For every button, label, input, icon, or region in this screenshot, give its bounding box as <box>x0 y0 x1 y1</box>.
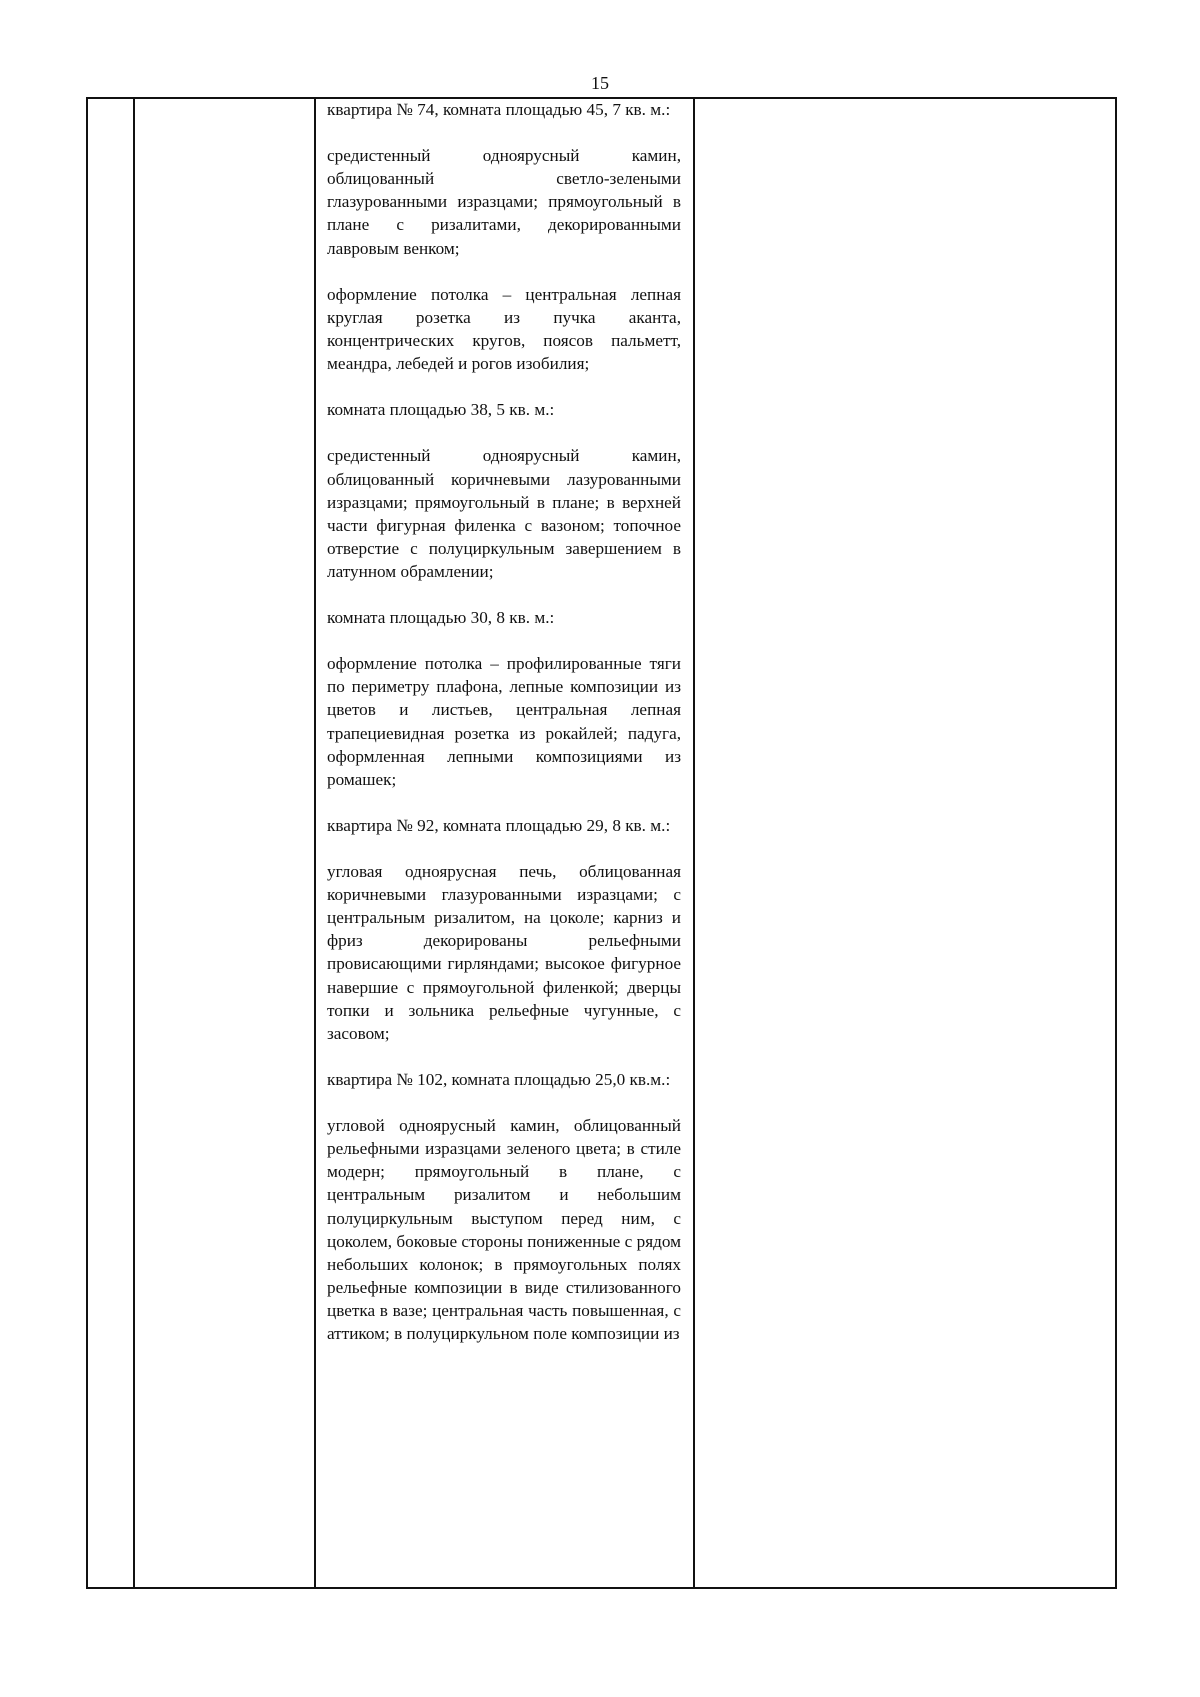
paragraph: средистенный одноярусный камин, облицованный светло-зелеными глазурованными изразцами; прямоугольный в плане с ризалитами, декорированными лавровым венком; <box>327 146 681 258</box>
paragraph: оформление потолка – профилированные тяги по периметру плафона, лепные композиции из цветов и листьев, центральная лепная трапециевидная розетка из рокайлей; падуга, оформленная лепными композициями из ромашек; <box>327 654 681 789</box>
paragraph: комната площадью 30, 8 кв. м.: <box>327 608 555 628</box>
page-number: 15 <box>591 73 609 93</box>
column-divider-3 <box>693 97 695 1589</box>
paragraph: угловой одноярусный камин, облицованный рельефными изразцами зеленого цвета; в стиле модерн; прямоугольный в плане, с центральным ризалитом и небольшим полуциркульным выступом перед ним, с цоколем, боковые стороны пониженные с рядом небольших колонок; в прямоугольных полях рельефные композиции в виде стилизованного цветка в вазе; центральная часть повышенная, с аттиком; в полуциркульном поле композиции из <box>327 1116 681 1343</box>
paragraph: угловая одноярусная печь, облицованная коричневыми глазурованными изразцами; с центральным ризалитом, на цоколе; карниз и фриз декорированы рельефными провисающими гирляндами; высокое фигурное навершие с прямоугольной филенкой; дверцы топки и зольника рельефные чугунные, с засовом; <box>327 862 681 1043</box>
paragraph: квартира № 102, комната площадью 25,0 кв.м.: <box>327 1069 671 1089</box>
paragraph: квартира № 92, комната площадью 29, 8 кв. м.: <box>327 815 671 835</box>
paragraph: оформление потолка – центральная лепная круглая розетка из пучка аканта, концентрических кругов, поясов пальметт, меандра, лебедей и рогов изобилия; <box>327 284 681 374</box>
paragraph: комната площадью 38, 5 кв. м.: <box>327 400 555 420</box>
object-description-cell <box>327 98 681 1345</box>
column-divider-2 <box>314 97 316 1589</box>
paragraph: квартира № 74, комната площадью 45, 7 кв. м.: <box>327 100 671 119</box>
paragraph: средистенный одноярусный камин, облицованный коричневыми лазурованными изразцами; прямоугольный в плане; в верхней части фигурная филенка с вазоном; топочное отверстие с полуциркульным завершением в латунном обрамлении; <box>327 446 681 581</box>
column-divider-1 <box>133 97 135 1589</box>
